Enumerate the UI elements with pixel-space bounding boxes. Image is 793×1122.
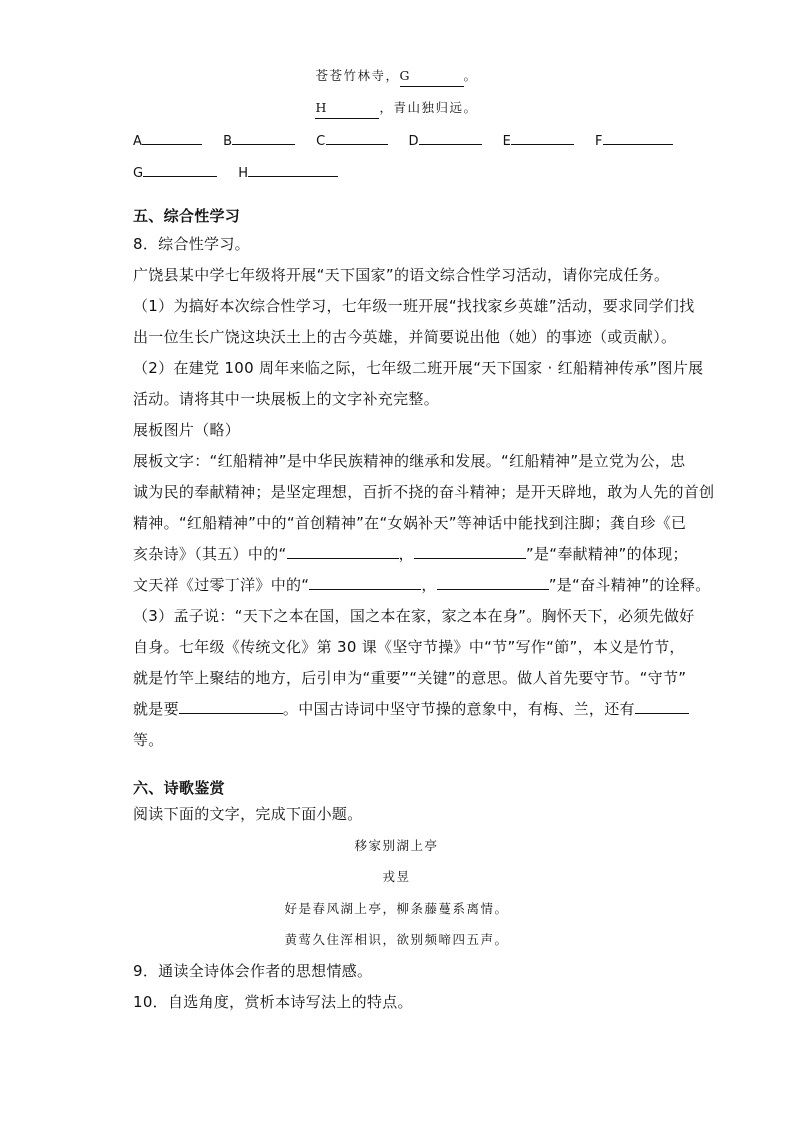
blank-shou-jie[interactable] (179, 699, 283, 714)
blank-g-label: G (399, 68, 411, 83)
board-line4-comma: ， (398, 545, 414, 563)
q8-part3-line5: 等。 (133, 731, 164, 749)
board-picture-note: 展板图片（略） (133, 421, 241, 439)
blank-gong-zizhen-1[interactable] (287, 544, 399, 559)
q8-part3-line2: 自身。七年级《传统文化》第 30 课《坚守节操》中“节”写作“節”，本义是竹节， (133, 638, 685, 656)
answer-blank-a[interactable] (142, 130, 202, 145)
blank-imagery[interactable] (635, 699, 689, 714)
blank-h-label: H (315, 100, 328, 115)
answer-label-d: D (408, 134, 419, 149)
board-text-line4 (133, 544, 688, 564)
answer-blank-g[interactable] (143, 162, 217, 177)
question-9: 9．通读全诗体会作者的思想情感。 (133, 962, 373, 980)
board-text-line2: 诚为民的奉献精神；是坚定理想，百折不挠的奋斗精神；是开天辟地，敢为人先的首创 (133, 483, 715, 501)
board-line5-comma: ， (421, 576, 437, 594)
q8-part1-line2: 出一位生长广饶这块沃土上的古今英雄，并简要说出他（她）的事迹（或贡献）。 (133, 328, 677, 346)
answer-label-b: B (223, 134, 233, 149)
answer-blank-h[interactable] (248, 162, 338, 177)
section-5-heading: 五、综合性学习 (133, 207, 241, 225)
q8-part2-line2: 活动。请将其中一块展板上的文字补充完整。 (133, 390, 440, 408)
board-line4-end: ”是“奉献精神”的体现； (525, 545, 688, 563)
board-line5-start: 文天祥《过零丁洋》中的“ (133, 576, 310, 594)
q8-part3-line3: 就是竹竿上聚结的地方，后引申为“重要”“关键”的意思。做人首先要守节。“守节” (133, 669, 687, 687)
blank-wen-tianxiang-2[interactable] (437, 575, 549, 590)
answer-blank-f[interactable] (603, 130, 673, 145)
poem-line-1-text: 苍苍竹林寺， (315, 68, 400, 83)
answer-row-2 (133, 162, 338, 184)
q8-title: 8．综合性学习。 (133, 235, 250, 253)
board-text-line1: 展板文字：“红船精神”是中华民族精神的继承和发展。“红船精神”是立党为公，忠 (133, 452, 686, 470)
answer-blank-e[interactable] (511, 130, 574, 145)
poem-line-2 (0, 98, 793, 119)
q8-part1-line1: （1）为搞好本次综合性学习，七年级一班开展“找找家乡英雄”活动，要求同学们找 (133, 297, 695, 315)
answer-blank-b[interactable] (232, 130, 295, 145)
part3-line4-middle: 。中国古诗词中坚守节操的意象中，有梅、兰，还有 (282, 700, 635, 718)
section-6-intro: 阅读下面的文字，完成下面小题。 (133, 805, 363, 823)
answer-label-g: G (133, 166, 144, 181)
blank-h[interactable] (315, 98, 379, 119)
poem-line-1-end: 。 (463, 68, 478, 83)
board-text-line3: 精神。“红船精神”中的“首创精神”在“女娲补天”等神话中能找到注脚；龚自珍《已 (133, 514, 687, 532)
blank-g[interactable] (400, 66, 464, 87)
q8-part3-line4 (133, 699, 689, 719)
answer-row-1 (133, 130, 673, 152)
answer-label-h: H (238, 166, 249, 181)
answer-label-e: E (502, 134, 512, 149)
poem-line-1 (0, 66, 793, 87)
q8-intro: 广饶县某中学七年级将开展“天下国家”的语文综合性学习活动，请你完成任务。 (133, 266, 670, 284)
poem-title: 移家别湖上亭 (354, 838, 439, 853)
part3-line4-start: 就是要 (133, 700, 179, 718)
answer-label-c: C (316, 134, 326, 149)
board-line5-end: ”是“奋斗精神”的诠释。 (548, 576, 711, 594)
poem-body-line2: 黄莺久住浑相识，欲别频啼四五声。 (284, 932, 509, 947)
poem-line-2-text: ，青山独归远。 (379, 100, 478, 115)
answer-blank-c[interactable] (326, 130, 388, 145)
poem-author: 戎昱 (382, 869, 411, 884)
q8-part3-line1: （3）孟子说：“天下之本在国，国之本在家，家之本在身”。胸怀天下，必须先做好 (133, 607, 695, 625)
blank-wen-tianxiang-1[interactable] (309, 575, 421, 590)
answer-label-a: A (133, 134, 143, 149)
answer-label-f: F (595, 134, 603, 149)
board-text-line5 (133, 575, 711, 595)
answer-blank-d[interactable] (419, 130, 482, 145)
q8-part2-line1: （2）在建党 100 周年来临之际，七年级二班开展“天下国家 · 红船精神传承”图片展 (133, 359, 704, 377)
section-6-heading: 六、诗歌鉴赏 (133, 779, 225, 797)
poem-body-line1: 好是春风湖上亭，柳条藤蔓系离情。 (284, 901, 509, 916)
board-line4-start: 亥杂诗》（其五）中的“ (133, 545, 287, 563)
question-10: 10．自选角度，赏析本诗写法上的特点。 (133, 993, 413, 1011)
blank-gong-zizhen-2[interactable] (414, 544, 526, 559)
